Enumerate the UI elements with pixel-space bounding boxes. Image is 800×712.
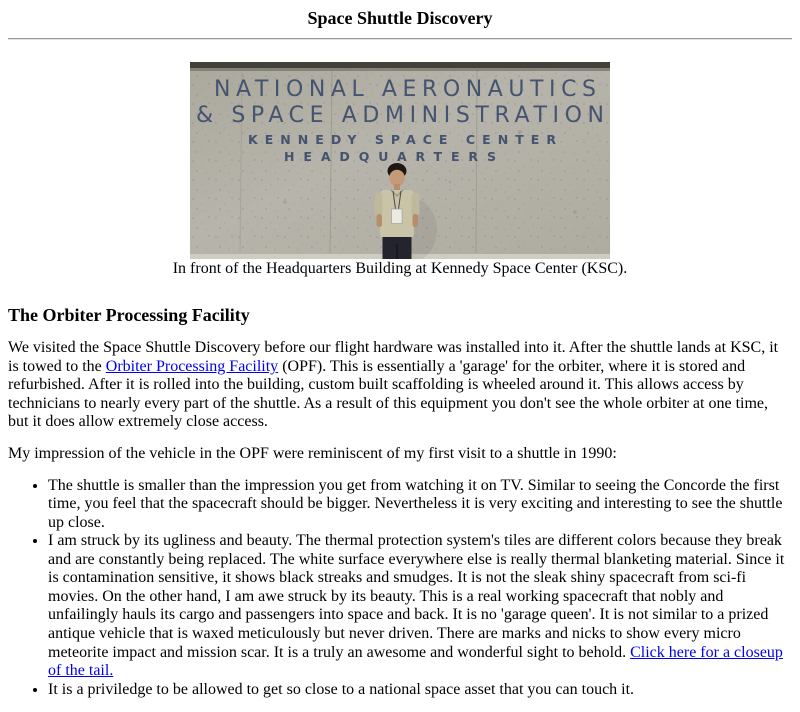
sign-line-1: NATIONAL AERONAUTICS bbox=[214, 76, 596, 102]
person-arm-right bbox=[413, 214, 419, 227]
tail-closeup-link[interactable]: Click here for a closeup of the tail. bbox=[48, 643, 783, 680]
list-item: • It is a priviledge to be allowed to get so close to a national space asset that you can touch it. bbox=[48, 681, 792, 700]
intro-text-after: (OPF). This is essentially a 'garage' for the orbiter, where it is stored and refurbished. After it is rolled into the building, custom built scaffolding is wheeled around it. This allows access by technicians to nearly every part of the shuttle. As a result of this equipment you don't see the whole orbiter at one time, but it does allow extremely close access. bbox=[8, 357, 769, 431]
roof-shadow bbox=[190, 62, 610, 68]
roof-shadow-soft bbox=[190, 68, 610, 71]
intro-paragraph bbox=[8, 339, 792, 432]
sign-line-4: HEADQUARTERS bbox=[284, 148, 496, 164]
photo-caption: In front of the Headquarters Building at Kennedy Space Center (KSC). bbox=[172, 259, 628, 277]
person-sleeve-right bbox=[412, 193, 420, 216]
wall-smudge bbox=[573, 210, 577, 214]
person-face bbox=[389, 170, 405, 187]
divider-rule bbox=[8, 38, 792, 40]
intro-text-before: We visited the Space Shuttle Discovery before our flight hardware was installed into it. After the shuttle lands at KSC, it is towed to the bbox=[8, 339, 779, 375]
impressions-lead: My impression of the vehicle in the OPF were reminiscent of my first visit to a shuttle in 1990: bbox=[8, 445, 617, 463]
photo-figure bbox=[8, 62, 792, 279]
list-item: • The shuttle is smaller than the impression you get from watching it on TV. Similar to seeing the Concorde the first time, you feel that the spacecraft should be bigger. Nevertheless it is very exciting and interesting to see the shuttle up close. bbox=[48, 477, 792, 533]
person-neck bbox=[394, 184, 400, 190]
list-item bbox=[48, 532, 792, 680]
sign-line-3: KENNEDY SPACE CENTER bbox=[248, 131, 556, 147]
sign-line-2: & SPACE ADMINISTRATION bbox=[196, 102, 604, 128]
person-sleeve-left bbox=[375, 193, 383, 216]
page-title: Space Shuttle Discovery bbox=[307, 8, 493, 28]
bullet2-text: I am struck by its ugliness and beauty. The thermal protection system's tiles are different colors because they break and are constantly being replaced. The white surface everywhere else is really thermal blanketing material. Since it is contamination sensitive, it shows black streaks and smudges. It is not the sleak shiny spacecraft from sci-fi movies. On the other hand, I am awe struck by its beauty. This is a real working spacecraft that nobly and unfailingly hauls its cargo and passengers into space and back. It is no 'garage queen'. It is not similar to a prized antique vehicle that is waxed meticulously but never driven. There are marks and nicks to show every micro meteorite impact and mission scar. It is a truly an awesome and wonderful sight to behold. bbox=[48, 532, 785, 661]
impressions-list bbox=[8, 477, 792, 700]
photo-ksc-headquarters bbox=[190, 62, 610, 259]
section-heading: The Orbiter Processing Facility bbox=[8, 305, 250, 326]
person-id-badge bbox=[392, 209, 403, 224]
opf-link[interactable]: Orbiter Processing Facility bbox=[105, 357, 279, 375]
wall-smudge bbox=[449, 180, 452, 183]
person-arm-left bbox=[377, 214, 383, 227]
wall-smudge bbox=[518, 130, 522, 134]
wall-smudge bbox=[283, 200, 286, 203]
